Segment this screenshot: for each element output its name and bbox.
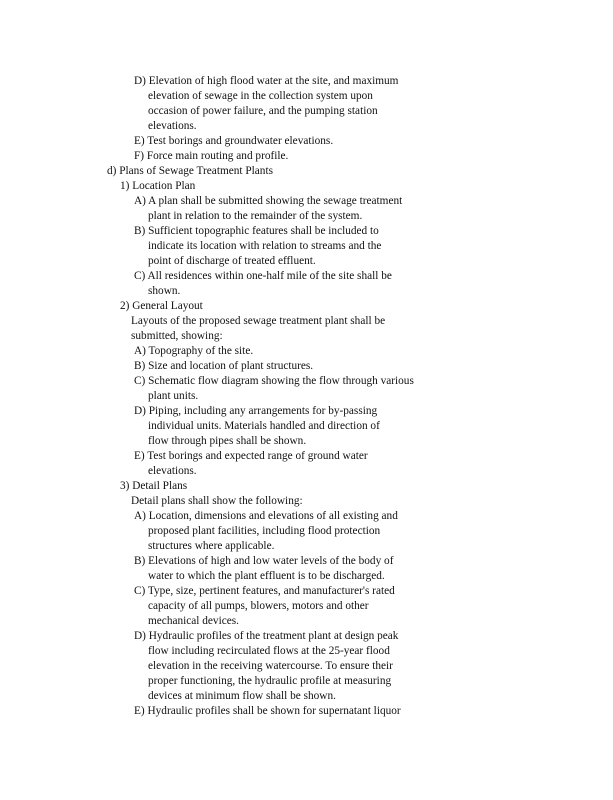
text-line: shown. bbox=[148, 285, 181, 297]
text-line: B) Size and location of plant structures. bbox=[134, 360, 314, 372]
text-line: indicate its location with relation to streams and the bbox=[148, 240, 382, 252]
text-line: F) Force main routing and profile. bbox=[134, 150, 289, 162]
text-line: elevations. bbox=[148, 465, 197, 477]
text-line: structures where applicable. bbox=[148, 540, 275, 552]
section-heading: d) Plans of Sewage Treatment Plants bbox=[107, 165, 273, 177]
text-line: C) Type, size, pertinent features, and manufacturer's rated bbox=[134, 585, 395, 597]
text-line: Detail plans shall show the following: bbox=[131, 495, 303, 507]
text-line: point of discharge of treated effluent. bbox=[148, 255, 316, 267]
text-line: D) Hydraulic profiles of the treatment plant at design peak bbox=[134, 630, 399, 642]
text-line: individual units. Materials handled and direction of bbox=[148, 420, 380, 432]
text-line: Layouts of the proposed sewage treatment plant shall be bbox=[131, 315, 386, 327]
text-line: capacity of all pumps, blowers, motors and other bbox=[148, 600, 369, 612]
text-line: E) Test borings and groundwater elevations. bbox=[134, 135, 334, 147]
text-line: elevation in the receiving watercourse. To ensure their bbox=[148, 660, 393, 672]
text-line: devices at minimum flow shall be shown. bbox=[148, 690, 336, 702]
text-line: plant in relation to the remainder of the system. bbox=[148, 210, 363, 222]
text-line: flow including recirculated flows at the 25-year flood bbox=[148, 645, 390, 657]
text-line: A) A plan shall be submitted showing the sewage treatment bbox=[134, 195, 403, 207]
text-line: A) Location, dimensions and elevations of all existing and bbox=[134, 510, 398, 522]
text-line: proper functioning, the hydraulic profile at measuring bbox=[148, 675, 392, 687]
subsection-heading: 1) Location Plan bbox=[120, 180, 196, 192]
text-line: C) All residences within one-half mile of the site shall be bbox=[134, 270, 392, 282]
text-line: elevation of sewage in the collection system upon bbox=[148, 90, 373, 102]
subsection-heading: 2) General Layout bbox=[120, 300, 203, 312]
text-line: B) Sufficient topographic features shall be included to bbox=[134, 225, 379, 237]
text-line: elevations. bbox=[148, 120, 197, 132]
text-line: E) Test borings and expected range of ground water bbox=[134, 450, 368, 462]
text-line: D) Piping, including any arrangements for by-passing bbox=[134, 405, 378, 417]
text-line: D) Elevation of high flood water at the site, and maximum bbox=[134, 75, 399, 87]
text-line: B) Elevations of high and low water levels of the body of bbox=[134, 555, 394, 567]
text-line: flow through pipes shall be shown. bbox=[148, 435, 307, 447]
text-line: submitted, showing: bbox=[131, 330, 223, 342]
subsection-heading: 3) Detail Plans bbox=[120, 480, 188, 492]
text-line: plant units. bbox=[148, 390, 199, 402]
text-line: E) Hydraulic profiles shall be shown for supernatant liquor bbox=[134, 705, 401, 717]
text-line: proposed plant facilities, including flood protection bbox=[148, 525, 381, 537]
text-line: mechanical devices. bbox=[148, 615, 239, 627]
text-line: A) Topography of the site. bbox=[134, 345, 254, 357]
text-line: water to which the plant effluent is to be discharged. bbox=[148, 570, 385, 582]
text-line: C) Schematic flow diagram showing the flow through various bbox=[134, 375, 414, 387]
text-line: occasion of power failure, and the pumping station bbox=[148, 105, 378, 117]
